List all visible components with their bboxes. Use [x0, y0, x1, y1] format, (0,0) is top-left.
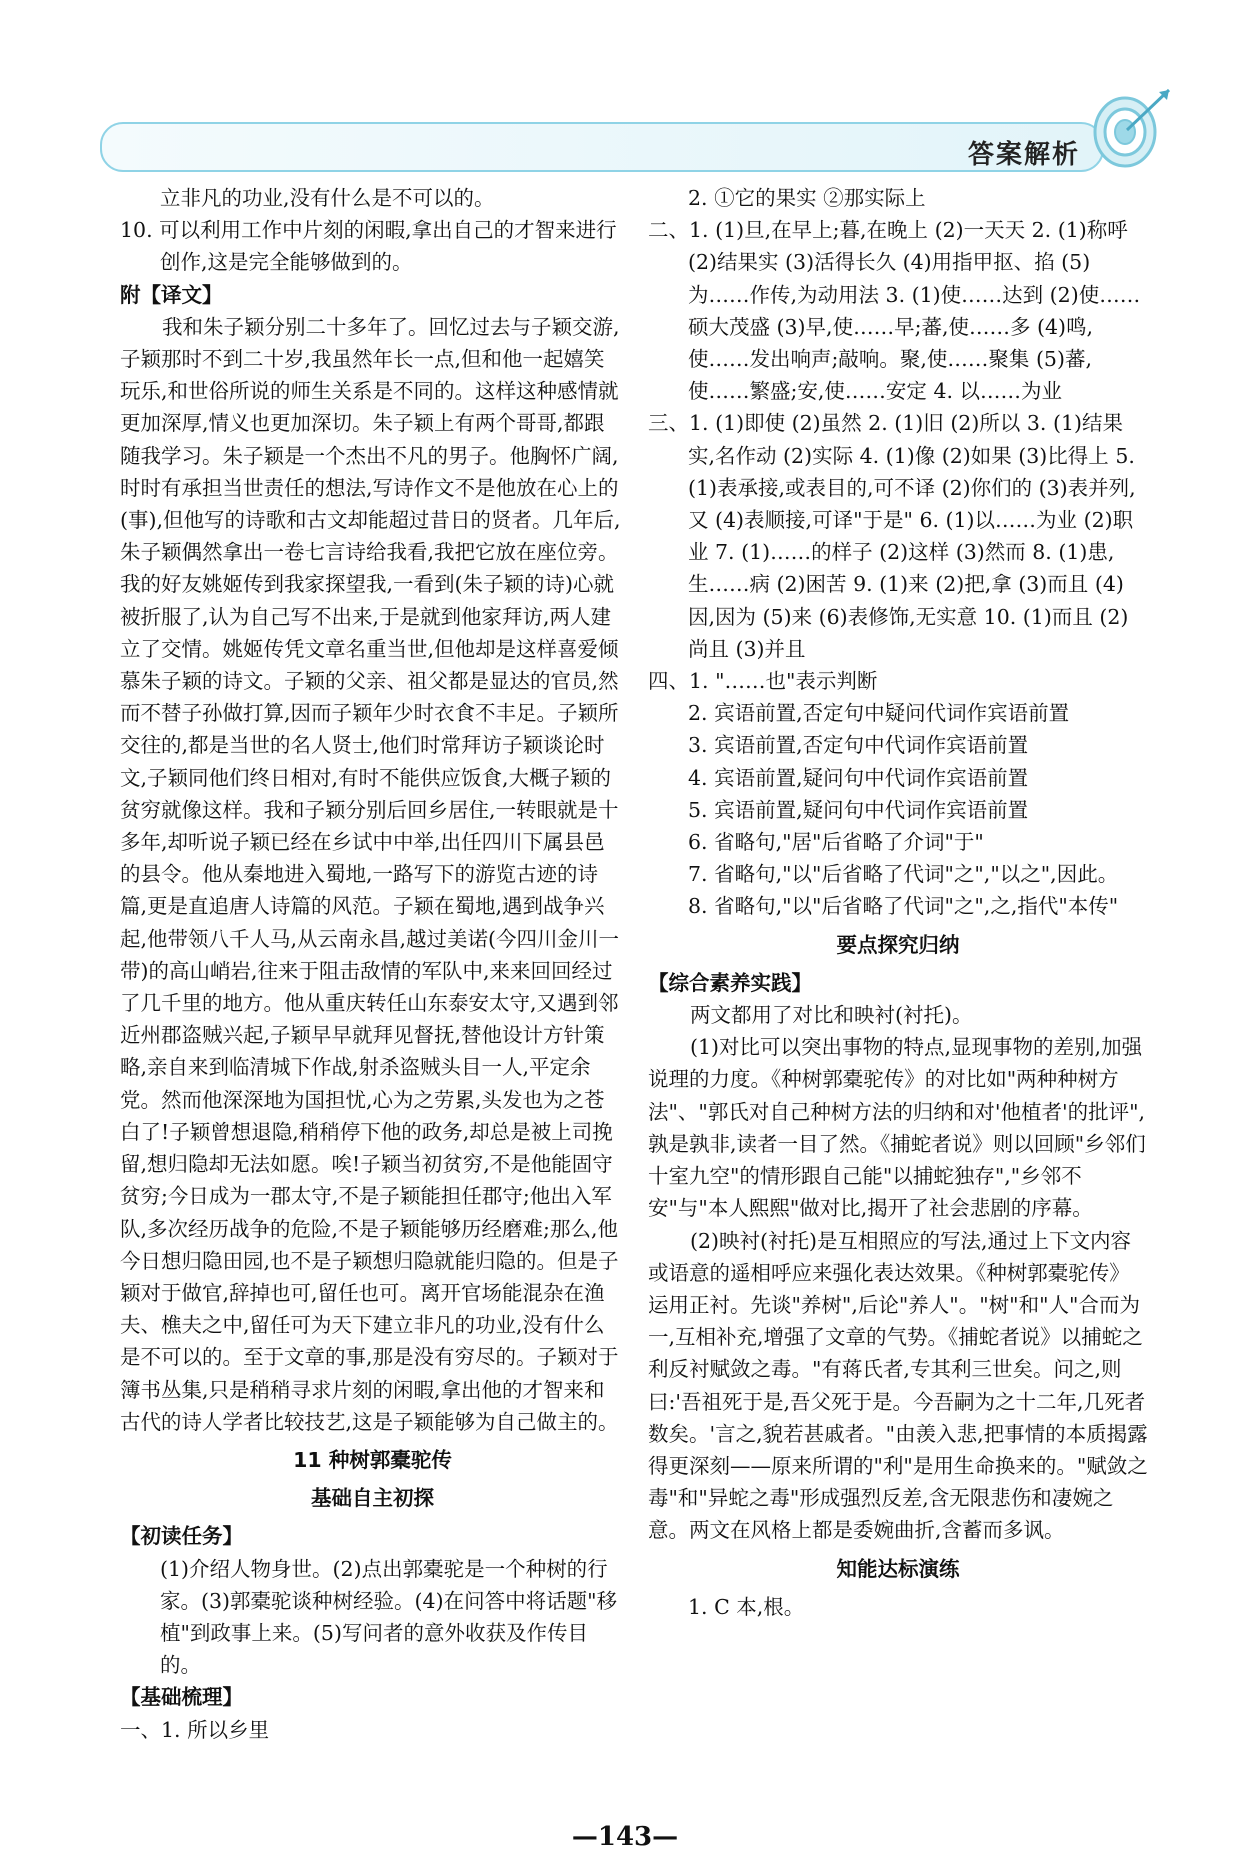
left-line: 一、1. 所以乡里: [120, 1717, 270, 1742]
right-line: 四、1. "……也"表示判断: [648, 669, 878, 694]
right-line: 8. 省略句,"以"后省略了代词"之",之,指代"本传": [688, 894, 1119, 919]
right-line: 知能达标演练: [836, 1556, 960, 1581]
right-line: 7. 省略句,"以"后省略了代词"之","以之",因此。: [688, 862, 1119, 887]
right-line: 5. 宾语前置,疑问句中代词作宾语前置: [688, 797, 1029, 822]
left-line: 附【译文】: [120, 282, 223, 307]
left-line: (1)介绍人物身世。(2)点出郭橐驼是一个种树的行家。(3)郭橐驼谈种树经验。(4)在问答中将话题"移植"到政事上来。(5)写问者的意外收获及作传目的。: [160, 1556, 618, 1678]
right-column: [648, 182, 1148, 1623]
left-column: [120, 182, 625, 1746]
right-line: 要点探究归纳: [836, 932, 960, 957]
right-line: 3. 宾语前置,否定句中代词作宾语前置: [688, 733, 1029, 758]
left-line: 基础自主初探: [311, 1486, 434, 1511]
left-line: 10. 可以利用工作中片刻的闲暇,拿出自己的才智来进行创作,这是完全能够做到的。: [120, 218, 617, 275]
left-line: 立非凡的功业,没有什么是不可以的。: [160, 186, 495, 210]
right-line: (1)对比可以突出事物的特点,显现事物的差别,加强说理的力度。《种树郭橐驼传》的对比如"两种种树方法"、"郭氏对自己种树方法的归纳和对'他植者'的批评",孰是孰非,读者一目了然。《捕蛇者说》则以回顾"乡邻们十室九空"的情形跟自己能"以捕蛇独存","乡邻不安"与"本人熙熙"做对比,揭开了社会悲剧的序幕。: [648, 1035, 1146, 1221]
left-line: 我和朱子颖分别二十多年了。回忆过去与子颖交游,子颖那时不到二十岁,我虽然年长一点,但和他一起嬉笑玩乐,和世俗所说的师生关系是不同的。这样这种感情就更加深厚,情义也更加深切。朱子颖上有两个哥哥,都跟随我学习。朱子颖是一个杰出不凡的男子。他胸怀广阔,时时有承担当世责任的想法,写诗作文不是他放在心上的(事),但他写的诗歌和古文却能超过昔日的贤者。几年后,朱子颖偶然拿出一卷七言诗给我看,我把它放在座位旁。我的好友姚姬传到我家探望我,一看到(朱子颖的诗)心就被折服了,认为自己写不出来,于是就到他家拜访,两人建立了交情。姚姬传凭文章名重当世,但他却是这样喜爱倾慕朱子颖的诗文。子颖的父亲、祖父都是显达的官员,然而不替子孙做打算,因而子颖年少时衣食不丰足。子颖所交往的,都是当世的名人贤士,他们时常拜访子颖谈论时文,子颖同他们终日相对,有时不能供应饭食,大概子颖的贫穷就像这样。我和子颖分别后回乡居住,一转眼就是十多年,却听说子颖已经在乡试中中举,出任四川下属县邑的县令。他从秦地进入蜀地,一路写下的游览古迹的诗篇,更是直追唐人诗篇的风范。子颖在蜀地,遇到战争兴起,他带领八千人马,从云南永昌,越过美诺(今四川金川一带)的高山峭岩,往来于阻击敌情的军队中,来来回回经过了几千里的地方。他从重庆转任山东泰安太守,又遇到邻近州郡盗贼兴起,子颖早早就拜见督抚,替他设计方针策略,亲自来到临清城下作战,射杀盗贼头目一人,平定余党。然而他深深地为国担忧,心为之劳累,头发也为之苍白了!子颖曾想退隐,稍稍停下他的政务,却总是被上司挽留,想归隐却无法如愿。唉!子颖当初贫穷,不是他能固守贫穷;今日成为一郡太守,不是子颖能担任郡守;他出入军队,多次经历战争的危险,不是子颖能够历经磨难;那么,他今日想归隐田园,也不是子颖想归隐就能归隐的。但是子颖对于做官,辞掉也可,留任也可。离开官场能混杂在渔夫、樵夫之中,留任可为天下建立非凡的功业,没有什么是不可以的。至于文章的事,那是没有穷尽的。子颖对于簿书丛集,只是稍稍寻求片刻的闲暇,拿出他的才智来和古代的诗人学者比较技艺,这是子颖能够为自己做主的。: [120, 314, 621, 1434]
target-arrow-icon: [1085, 82, 1175, 172]
right-line: 两文都用了对比和映衬(衬托)。: [690, 1003, 973, 1028]
right-line: 6. 省略句,"居"后省略了介词"于": [688, 830, 984, 855]
header-bar: [100, 122, 1104, 172]
left-line: 【初读任务】: [120, 1524, 243, 1549]
right-line: 二、1. (1)旦,在早上;暮,在晚上 (2)一天天 2. (1)称呼 (2)结果实 (3)活得长久 (4)用指甲抠、掐 (5)为……作传,为动用法 3. (1)使……达到 (2)使……硕大茂盛 (3)早,使……早;蕃,使……多 (4)鸣,使……发出响声;敲响。聚,使……聚集 (5)蕃,使……繁盛;安,使……安定 4. 以……为业: [648, 218, 1141, 404]
right-line: 2. 宾语前置,否定句中疑问代词作宾语前置: [688, 701, 1070, 726]
header-title: 答案解析: [967, 140, 1080, 170]
right-line: 4. 宾语前置,疑问句中代词作宾语前置: [688, 765, 1029, 790]
left-line: 【基础梳理】: [120, 1685, 243, 1710]
page-number: —143—: [571, 1822, 679, 1852]
left-line: 11 种树郭橐驼传: [293, 1447, 452, 1472]
right-line: 三、1. (1)即使 (2)虽然 2. (1)旧 (2)所以 3. (1)结果实,名作动 (2)实际 4. (1)像 (2)如果 (3)比得上 5. (1)表承接,或表目的,可不译 (2)你们的 (3)表并列,又 (4)表顺接,可译"于是" 6. (1)以……为业 (2)职业 7. (1)……的样子 (2)这样 (3)然而 8. (1)患,生……病 (2)困苦 9. (1)来 (2)把,拿 (3)而且 (4)因,因为 (5)来 (6)表修饰,无实意 10. (1)而且 (2)尚且 (3)并且: [648, 411, 1136, 661]
right-line: (2)映衬(衬托)是互相照应的写法,通过上下文内容或语意的遥相呼应来强化表达效果。《种树郭橐驼传》运用正衬。先谈"养树",后论"养人"。"树"和"人"合而为一,互相补充,增强了文章的气势。《捕蛇者说》以捕蛇之利反衬赋敛之毒。"有蒋氏者,专其利三世矣。问之,则曰:'吾祖死于是,吾父死于是。今吾嗣为之十二年,几死者数矣。'言之,貌若甚戚者。"由羡入悲,把事情的本质揭露得更深刻——原来所谓的"利"是用生命换来的。"赋敛之毒"和"异蛇之毒"形成强烈反差,含无限悲伤和凄婉之意。两文在风格上都是委婉曲折,含蓄而多讽。: [648, 1228, 1148, 1543]
right-line: 2. ①它的果实 ②那实际上: [688, 186, 926, 210]
right-line: 1. C 本,根。: [688, 1594, 805, 1619]
right-line: 【综合素养实践】: [648, 970, 812, 995]
